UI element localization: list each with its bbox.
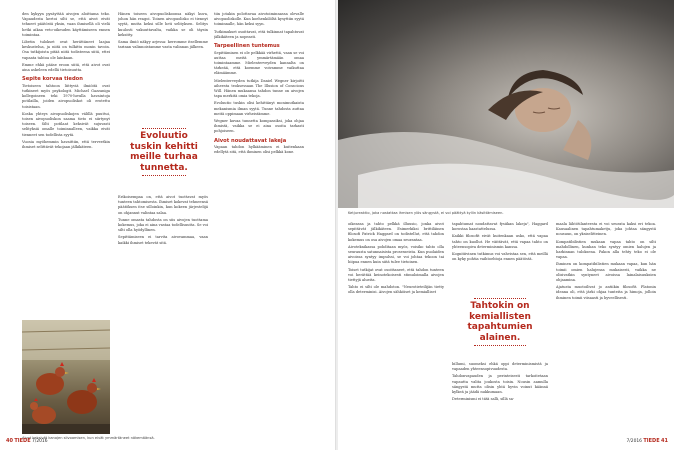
paragraph: Tunne omasta tahdosta on siis aivojen tuottama kokemus, joka ei aina vastaa todellisuutta. Se voi silti olla hyödyllinen.	[118, 217, 208, 233]
section-heading: Tarpeellinen tuntemus	[214, 43, 280, 50]
right-column-2-lower	[452, 362, 548, 430]
paragraph: Evoluutio tuskin olisi kehittänyt monimutkaista mekanismia ilman syytä. Tunne tahdosta auttaa meitä oppimaan virheistämme.	[214, 101, 304, 116]
paragraph: Tahdonvapauden ja perinteisesti tarkoitetaan vapautta valita joukosta toisin. Nousin aamulla sängystä mutta olisin yhtä hyvin voinut käännä kylkeä ja jäädä nukkumaan.	[452, 374, 548, 395]
paragraph: Hänen toiseen aivopuoliskoonsa näkyi kuva, johon hän reagoi. Toinen aivopuolisko ei tiennyt syytä, mutta keksi sille heti selityksen. Selitys kuulosti vakuuttavalta, vaikka se oli täysin keksitty.	[118, 12, 208, 37]
hen-icon	[67, 378, 101, 414]
photo-caption: Ketjureaktio, joka nostattaa ihmisen ylös sängystä, ei voi päättyä kyllin käsittämiseen.	[348, 211, 504, 215]
pull-quote-rule	[142, 128, 186, 129]
left-page	[0, 0, 336, 450]
paragraph: Kognitiivinen tutkimus voi vahvistaa sen, että meillä on kyky pohtia vaihtoehtoja ennen päätöstä.	[452, 252, 548, 262]
sleeping-person-icon	[488, 70, 591, 160]
sleeping-woman-photo	[338, 0, 674, 208]
page-folio	[6, 438, 48, 444]
page-number: 40	[6, 438, 13, 444]
paragraph: maala lähtötilanteesta ei voi seurata kaksi eri tekoa. Kausaalinen tapahtumaketju, joka johtaa sängystä nousuun, on yksiselitteinen.	[556, 222, 656, 237]
pull-quote-rule	[474, 345, 526, 346]
paragraph: den kykyyn pysäyttää aivojen aloittama teko. Vapaudesta kertoi silti se, että aivot eivät tehneet päätöstä yksin, vaan ihmisellä oli vielä hetki aikaa veto-oikeuden käyttämiseen ennen toimintaa.	[22, 12, 110, 37]
pull-quote-rule	[142, 175, 186, 176]
left-column-2-lower	[118, 195, 208, 427]
page-folio	[627, 438, 669, 444]
chicken-illustration	[22, 320, 110, 434]
paragraph: Koska yhteys aivopuoliskojen välillä puuttui, toisen aivopuoliskon saama tieto ei siirtynyt toiseen. Silti potilaat keksivät sujuvasti selityksiä omalle toiminnalleen, vaikka eivät tienneet sen todellista syytä.	[22, 111, 110, 137]
paragraph: Kompatibilistien mukaan vapaa tahto on silti mahdollinen, kunhan teko syntyy omien halujen ja harkinnan tuloksena. Pakon alla tehty teko ei ole vapaa.	[556, 239, 656, 260]
paragraph: Toiset tutkijat ovat osoittaneet, että tahdon tunteen voi herättää keinotekoisesti stimuloimalla aivojen tiettyjä alueita.	[348, 267, 444, 283]
paragraph: Erikoisempaa on, että aivot tuottavat myös tunteen tahtomisesta. Ihmiset kokevat tehneensä päätöksen itse silloinkin, kun kokeen järjestelijä on ohjannut valintaa salaa.	[118, 195, 208, 215]
paragraph: Libetin tulokset ovat herättäneet laajaa keskustelua, ja niitä on tulkittu monin tavoin. Osa tutkijoista pitää niitä todisteena siitä, ettei vapaata tahtoa ole lainkaan.	[22, 40, 110, 60]
paragraph: Vuosia myöhemmin havaittiin, että terveetkin ihmiset selittävät tekojaan jälkikäteen.	[22, 139, 110, 149]
pull-quote-text: Evoluutio tuskin kehitti meille turhaa tunnetta.	[130, 131, 198, 173]
paragraph: Emme ehkä pääse eroon siitä, että aivot ovat aina askeleen edellä tietoisuutta.	[22, 62, 110, 73]
paragraph: tapahtumat noudattavat fysiikan lakeja", Haggard korostaa haastattelussa.	[452, 222, 548, 232]
paragraph: Ajatusta muotoilivat jo antiikin filosofit. Platonin ideana oli, että järki ohjaa tunteita ja himoja, jolloin ihminen toimii viisaasti ja hyveellisesti.	[556, 285, 656, 300]
issue-number: 7/2016	[32, 439, 48, 444]
magazine-name: TIEDE	[14, 438, 31, 444]
paragraph: Tutkimukset osoittavat, että tulkinnat tapahtuvat jälkikäteen ja nopeasti.	[214, 29, 304, 39]
magazine-name: TIEDE	[643, 438, 660, 444]
photo-caption: Aivot keksivät kanojen siivoamisen, kun eivät ymmärtäneet näkemäänsä.	[22, 436, 155, 440]
right-column-2	[452, 222, 548, 290]
chicken-coop-photo	[22, 320, 110, 434]
paragraph: Vapaan tahdon hylkääminen ei kuitenkaan edellytä sitä, että ihminen olisi pelkkä kone.	[214, 145, 304, 155]
paragraph: Mielenterveyden tutkija Daniel Wegner kirjoitti aiheesta teoksessaan The Illusion of Conscious Will. Hänen mukaansa tahdon tunne on aivojen tapa merkitä omia tekoja.	[214, 78, 304, 99]
hen-icon	[30, 398, 56, 424]
paragraph: Sama ilmiö näkyy arjessa: kerromme itsellemme tarinan valinnoistamme vasta valinnan jälkeen.	[118, 40, 208, 50]
paragraph: Kaikki filosofit eivät kuitenkaan usko, että vapaa tahto on kuollut. He väittävät, että vapaa tahto on yhteensopiva determinismin kanssa.	[452, 234, 548, 249]
hen-icon	[36, 362, 69, 395]
paragraph: Tietoiseen tahtoon liittyviä ilmiöitä ovat tutkineet myös psykologit. Michael Gazzaniga kollegoineen teki 1970-luvulla havaintoja potilailla, joiden aivopuoliskot oli erotettu toisistaan.	[22, 83, 110, 109]
paragraph: Sepittämiseen ei tarvita aivovammaa, vaan kaikki ihmiset tekevät sitä.	[118, 235, 208, 245]
paragraph: Aivoteknikassa pohditaan myös, voisiko tahto olla seurausta satunnaisista prosesseista. Kun puolaiden aivoissa syntyy impulssi, se voi johtaa tekoon tai hiipua ennen kuin siitä tulee tietoinen.	[348, 244, 444, 265]
pull-quote	[456, 296, 544, 348]
pull-quote	[124, 126, 204, 178]
paragraph: billumi, suomeksi ehkä oppi determinismistä ja vapaaden yhteensopivuudesta.	[452, 362, 548, 372]
right-column-1	[348, 222, 444, 430]
left-column-1	[22, 12, 110, 316]
page-number: 41	[661, 438, 668, 444]
pull-quote-rule	[474, 298, 526, 299]
right-column-3	[556, 222, 656, 430]
left-column-2	[118, 12, 208, 118]
section-heading: Sepite korvaa tiedon	[22, 76, 83, 83]
paragraph: Tahto ei silti ole mahdoton. "Neurotieteilijän tietty olla determinisi. Aivojen sähköiset ja kemialliset	[348, 285, 444, 295]
pull-quote-text: Tahtokin on kemiallisten tapahtumien alainen.	[467, 301, 533, 343]
paragraph: Sepittäminen ei ole pelkkää virhettä, vaan se voi auttaa meitä ymmärtämään omaa toimintaamme. Mielenterveyden kannalta on tärkeää, että koemme voivamme vaikuttaa elämäämme.	[214, 50, 304, 76]
section-heading: Aivot noudattavat lakeja	[214, 137, 287, 144]
left-column-3	[214, 12, 304, 430]
issue-number: 7/2016	[626, 439, 642, 444]
paragraph: Determinismi ei tätä salli, sillä sa-	[452, 397, 515, 402]
right-page	[338, 0, 674, 450]
sleeper-illustration	[338, 0, 674, 208]
paragraph: oikeassa ja tahto pelkkä illuusio, jonka aivot sepittävät jälkikäteen. Esimerkiksi brittiläinen filosofi Patrick Haggard on todistellut, että tahdon kokemus on osa aivojen omaa seurantaa.	[348, 222, 444, 242]
paragraph: tiin jotakin polottavaa aivotoiminnassa olevalle aivopuoliskolle. Kun koehenkilöltä kysyttiin syytä toiminnalle, hän keksi syyn.	[214, 12, 304, 27]
paragraph: Ihminen on kompatibilistien mukaan vapaa, kun hän toimii omien halujensa mukaisesti, vaikka ne olisivatkin syntyneet aivoissa lainalaisuuksien ohjaamina.	[556, 262, 656, 283]
paragraph: Wegner kuvaa tunnetta kompassiksi, joka ohjaa ihmistä, vaikka se ei aina osoita tarkasti pohjoiseen.	[214, 118, 304, 134]
